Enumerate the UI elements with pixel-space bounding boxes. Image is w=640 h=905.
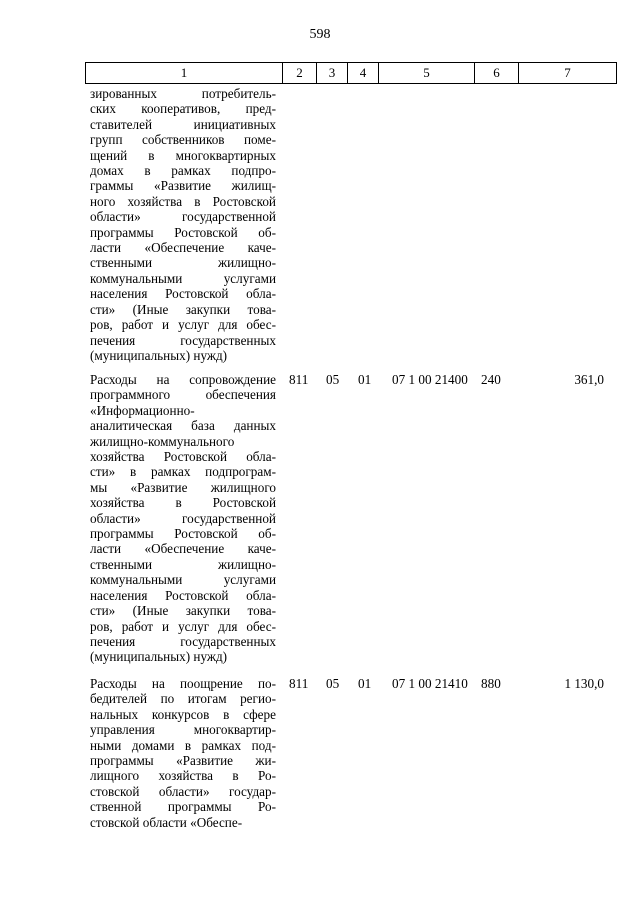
description-line: населения Ростовской обла- <box>90 587 276 603</box>
description-line: аналитическая база данных <box>90 418 276 434</box>
description-line: ного хозяйства в Ростовской <box>90 193 276 209</box>
description-line: ственными жилищно- <box>90 556 276 572</box>
description-line: сти» (Иные закупки това- <box>90 301 276 317</box>
cell-c4: 01 <box>358 372 372 387</box>
description-line: ставителей инициативных <box>90 116 276 132</box>
description-line: управления многоквартир- <box>90 722 276 738</box>
cell-c3: 05 <box>326 372 340 387</box>
description-line: Расходы на сопровождение <box>90 372 276 387</box>
description-line: программы Ростовской об- <box>90 526 276 542</box>
description-line: ласти «Обеспечение каче- <box>90 541 276 557</box>
description-line: печения государственных <box>90 633 276 649</box>
cell-c5: 07 1 00 21410 <box>392 676 468 691</box>
description-line: жилищно-коммунального <box>90 433 235 449</box>
description-line: ласти «Обеспечение каче- <box>90 240 276 256</box>
description-line: щений в многоквартирных <box>90 147 276 163</box>
description-line: сти» в рамках подпрограм- <box>90 464 276 480</box>
description-line: групп собственников поме- <box>90 132 276 148</box>
description-line: стовской области «Обеспе- <box>90 814 243 830</box>
description-line: бедителей по итогам регио- <box>90 691 276 707</box>
table-header <box>85 62 617 84</box>
description-line: граммы «Развитие жилищ- <box>90 178 276 194</box>
page-number: 598 <box>309 27 331 42</box>
description-line: «Информационно- <box>90 402 195 418</box>
cell-c6: 240 <box>481 372 501 387</box>
description-line: ственной программы Ро- <box>90 799 276 815</box>
description-line: коммунальными услугами <box>90 270 276 286</box>
description-line: Расходы на поощрение по- <box>90 676 276 691</box>
description-line: сти» (Иные закупки това- <box>90 603 276 619</box>
description-line: ских кооперативов, пред- <box>90 101 276 117</box>
cell-c6: 880 <box>481 676 501 691</box>
description-line: печения государственных <box>90 332 276 348</box>
description-line: хозяйства Ростовской обла- <box>90 449 276 465</box>
description-line: области» государственной <box>90 510 276 526</box>
description-line: населения Ростовской обла- <box>90 286 276 302</box>
header-col-6: 6 <box>474 63 518 83</box>
row-description <box>90 372 276 665</box>
cell-c2: 811 <box>289 372 309 387</box>
cell-c7: 1 130,0 <box>564 676 604 691</box>
description-line: программы Ростовской об- <box>90 224 276 240</box>
description-line: (муниципальных) нужд) <box>90 347 228 363</box>
cell-c5: 07 1 00 21400 <box>392 372 468 387</box>
description-line: области» государственной <box>90 209 276 225</box>
description-line: коммунальными услугами <box>90 572 276 588</box>
description-line: зированных потребитель- <box>90 86 276 101</box>
header-col-2: 2 <box>282 63 316 83</box>
description-line: ров, работ и услуг для обес- <box>90 317 276 333</box>
description-line: домах в рамках подпро- <box>90 163 276 179</box>
header-col-3: 3 <box>316 63 347 83</box>
cell-c2: 811 <box>289 676 309 691</box>
description-line: лищного хозяйства в Ро- <box>90 768 276 784</box>
description-line: программы «Развитие жи- <box>90 753 276 769</box>
header-col-1: 1 <box>85 63 282 83</box>
header-col-4: 4 <box>347 63 378 83</box>
description-line: нальных конкурсов в сфере <box>90 706 276 722</box>
description-line: ными домами в рамках под- <box>90 737 276 753</box>
description-line: мы «Развитие жилищного <box>90 479 276 495</box>
header-col-5: 5 <box>378 63 474 83</box>
header-col-7: 7 <box>518 63 617 83</box>
description-line: (муниципальных) нужд) <box>90 649 228 665</box>
cell-c3: 05 <box>326 676 340 691</box>
description-line: стовской области» государ- <box>90 783 276 799</box>
row-description <box>90 86 276 363</box>
cell-c4: 01 <box>358 676 372 691</box>
cell-c7: 361,0 <box>574 372 604 387</box>
description-line: ственными жилищно- <box>90 255 276 271</box>
description-line: программного обеспечения <box>90 387 276 403</box>
description-line: хозяйства в Ростовской <box>90 495 276 511</box>
description-line: ров, работ и услуг для обес- <box>90 618 276 634</box>
row-description <box>90 676 276 830</box>
